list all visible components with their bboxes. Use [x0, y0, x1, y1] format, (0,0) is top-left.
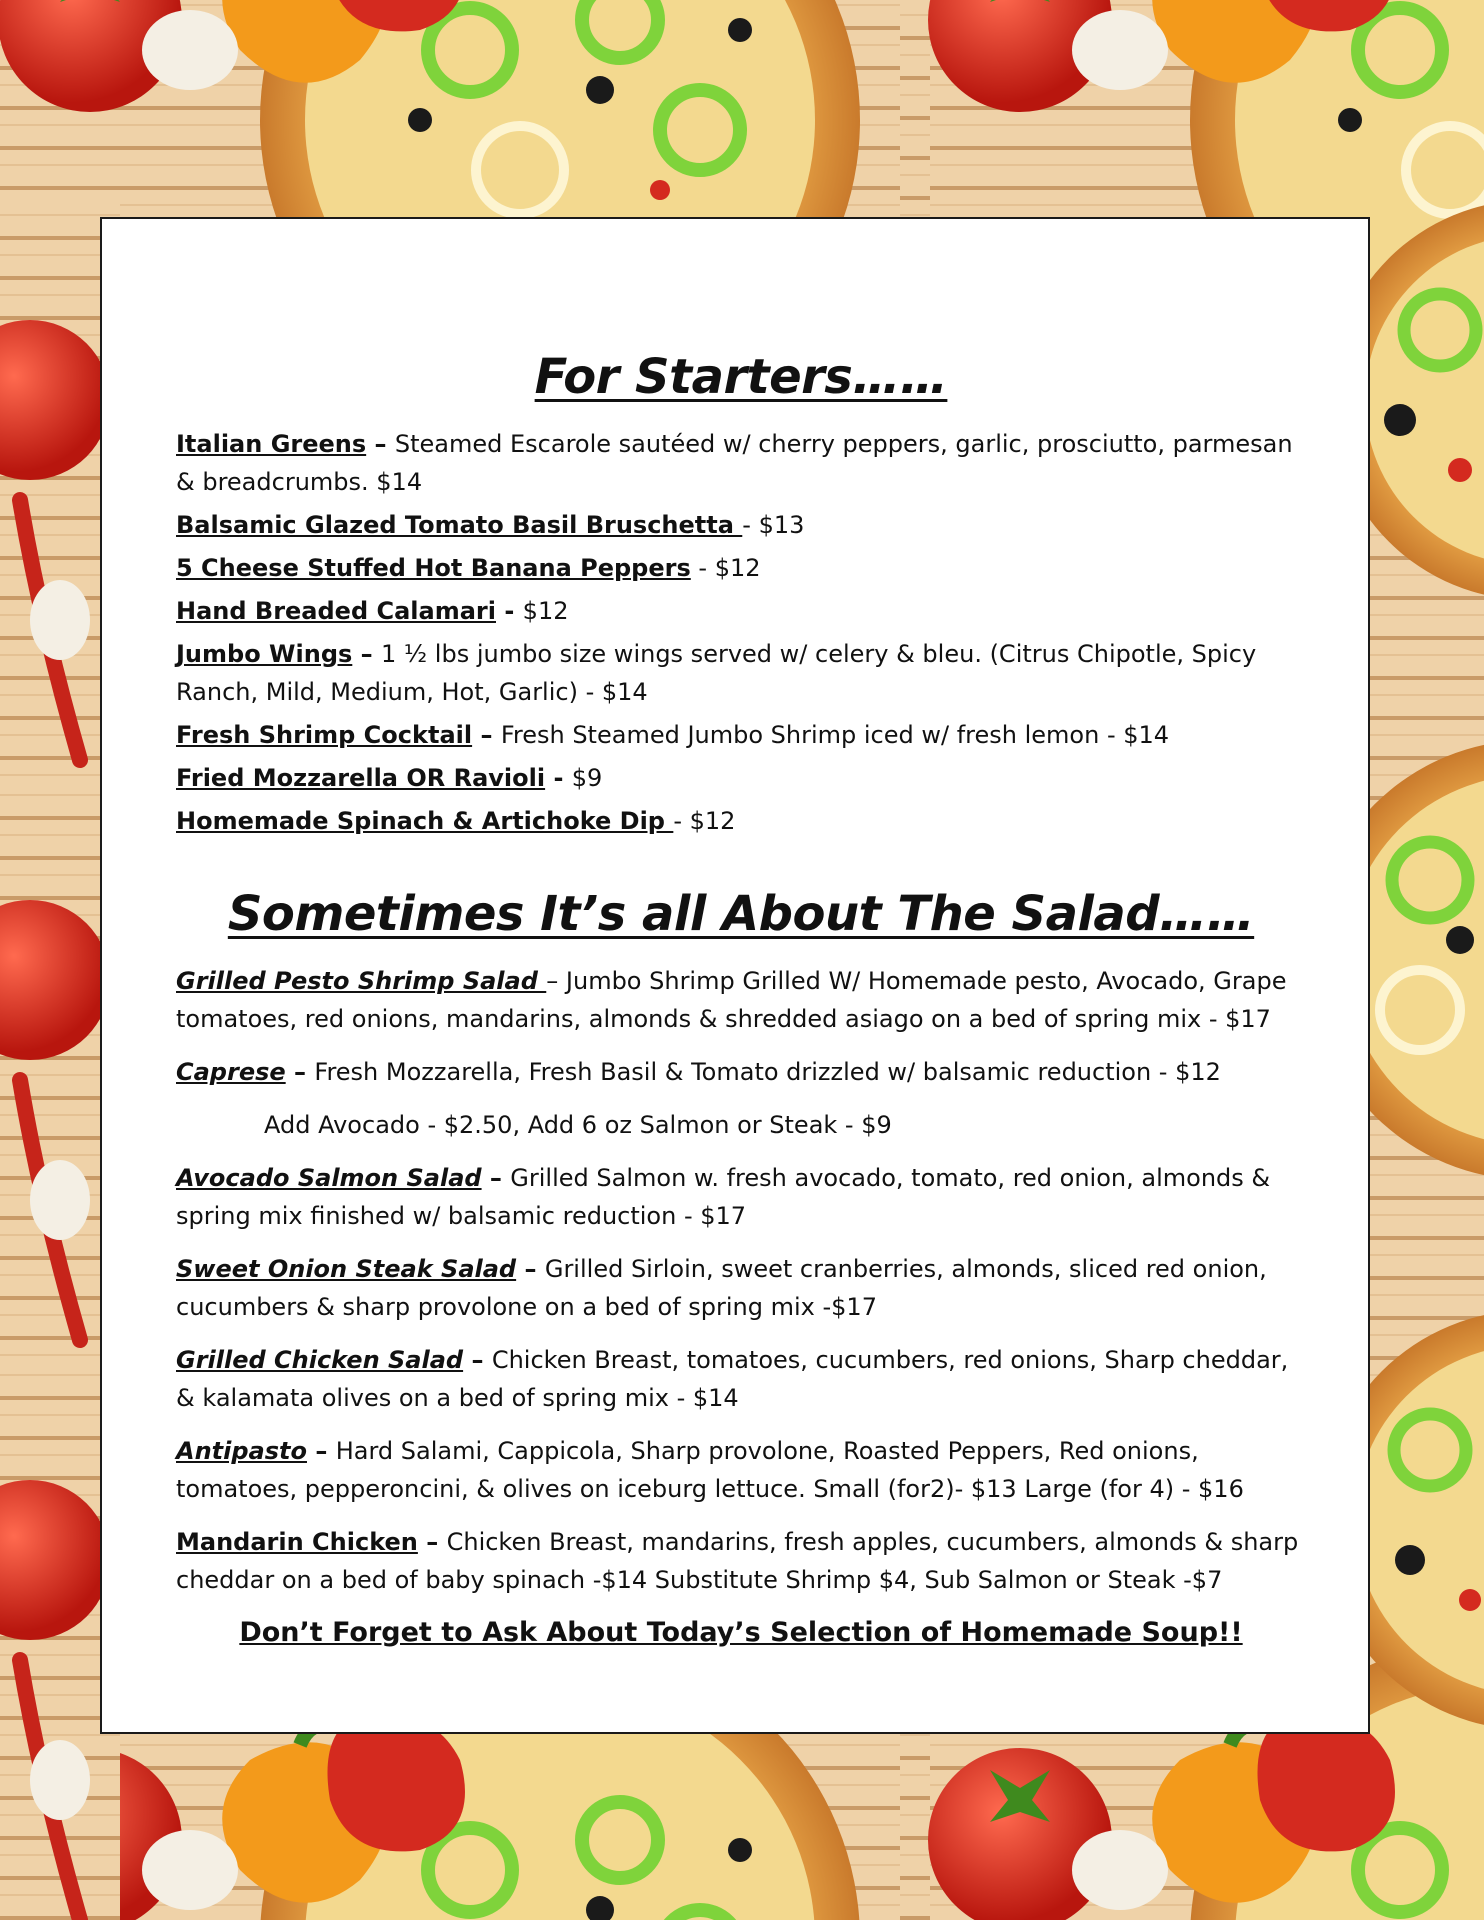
item-separator: - — [496, 597, 523, 625]
item-name: Sweet Onion Steak Salad — [176, 1255, 517, 1283]
menu-item — [176, 425, 1306, 501]
menu-item — [176, 716, 1306, 754]
item-separator: – — [306, 1437, 336, 1465]
item-description: $12 — [522, 597, 569, 625]
item-description: Steamed Escarole sautéed w/ cherry peppers, garlic, prosciutto, parmesan & breadcrumbs. $14 — [176, 430, 1293, 496]
menu-item — [176, 1432, 1306, 1508]
item-name: Jumbo Wings — [176, 640, 353, 668]
item-description: Fresh Mozzarella, Fresh Basil & Tomato drizzled w/ balsamic reduction - $12 — [314, 1058, 1221, 1086]
item-separator: – — [285, 1058, 315, 1086]
menu-item — [176, 1341, 1306, 1417]
item-separator: - — [690, 554, 715, 582]
starters-title: For Starters…… — [534, 349, 948, 405]
item-name: Hand Breaded Calamari — [176, 597, 496, 625]
item-separator: – — [546, 967, 566, 995]
item-separator: - — [673, 807, 690, 835]
item-description: $12 — [714, 554, 761, 582]
item-separator: - — [545, 764, 572, 792]
menu-item — [176, 1250, 1306, 1326]
item-description: Jumbo Shrimp Grilled W/ Homemade pesto, Avocado, Grape tomatoes, red onions, mandarins, almonds & shredded asiago on a bed of spring mix - $17 — [176, 967, 1287, 1033]
item-description: Fresh Steamed Jumbo Shrimp iced w/ fresh lemon - $14 — [500, 721, 1170, 749]
item-description: Chicken Breast, tomatoes, cucumbers, red onions, Sharp cheddar, & kalamata olives on a bed of spring mix - $14 — [176, 1346, 1289, 1412]
menu-item — [176, 802, 1306, 840]
soup-note: Don’t Forget to Ask About Today’s Selection of Homemade Soup!! — [239, 1617, 1243, 1648]
item-name: Antipasto — [176, 1437, 307, 1465]
item-name: Avocado Salmon Salad — [176, 1164, 482, 1192]
item-description: Grilled Sirloin, sweet cranberries, almonds, sliced red onion, cucumbers & sharp provolone on a bed of spring mix -$17 — [176, 1255, 1267, 1321]
item-name: Fried Mozzarella OR Ravioli — [176, 764, 546, 792]
item-name: Italian Greens — [176, 430, 367, 458]
item-separator: – — [366, 430, 395, 458]
item-name: Fresh Shrimp Cocktail — [176, 721, 473, 749]
menu-item — [176, 635, 1306, 711]
item-description: $13 — [758, 511, 805, 539]
menu-item — [176, 1159, 1306, 1235]
item-separator: – — [516, 1255, 545, 1283]
item-name: Grilled Pesto Shrimp Salad — [176, 967, 547, 995]
menu-item — [176, 506, 1306, 544]
salads-list — [176, 962, 1306, 1599]
item-description: Hard Salami, Cappicola, Sharp provolone, Roasted Peppers, Red onions, tomatoes, pepperoncini, & olives on iceburg lettuce. Small (for2)- $13 Large (for 4) - $16 — [176, 1437, 1244, 1503]
menu-item — [176, 962, 1306, 1038]
menu-item — [176, 759, 1306, 797]
item-name: 5 Cheese Stuffed Hot Banana Peppers — [176, 554, 691, 582]
item-addon: Add Avocado - $2.50, Add 6 oz Salmon or Steak - $9 — [264, 1111, 892, 1139]
item-name: Homemade Spinach & Artichoke Dip — [176, 807, 674, 835]
item-name: Balsamic Glazed Tomato Basil Bruschetta — [176, 511, 743, 539]
item-name: Caprese — [176, 1058, 286, 1086]
item-separator: – — [463, 1346, 492, 1374]
starters-list — [176, 425, 1306, 840]
item-description: Chicken Breast, mandarins, fresh apples, cucumbers, almonds & sharp cheddar on a bed of baby spinach -$14 Substitute Shrimp $4, Sub Salmon or Steak -$7 — [176, 1528, 1299, 1594]
menu-item — [176, 1523, 1306, 1599]
item-description: Grilled Salmon w. fresh avocado, tomato, red onion, almonds & spring mix finished w/ balsamic reduction - $17 — [176, 1164, 1271, 1230]
item-description: 1 ½ lbs jumbo size wings served w/ celery & bleu. (Citrus Chipotle, Spicy Ranch, Mild, Medium, Hot, Garlic) - $14 — [176, 640, 1257, 706]
menu-item — [176, 549, 1306, 587]
item-name: Mandarin Chicken — [176, 1528, 418, 1556]
item-description: $12 — [689, 807, 736, 835]
menu-item — [176, 592, 1306, 630]
item-name: Grilled Chicken Salad — [176, 1346, 464, 1374]
salads-title: Sometimes It’s all About The Salad…… — [227, 886, 1255, 942]
menu-panel — [100, 217, 1370, 1734]
item-separator: – — [417, 1528, 447, 1556]
item-separator: – — [352, 640, 382, 668]
item-separator: – — [472, 721, 501, 749]
menu-item — [176, 1053, 1306, 1091]
item-separator: - — [742, 511, 759, 539]
item-description: $9 — [571, 764, 603, 792]
item-separator: – — [481, 1164, 511, 1192]
